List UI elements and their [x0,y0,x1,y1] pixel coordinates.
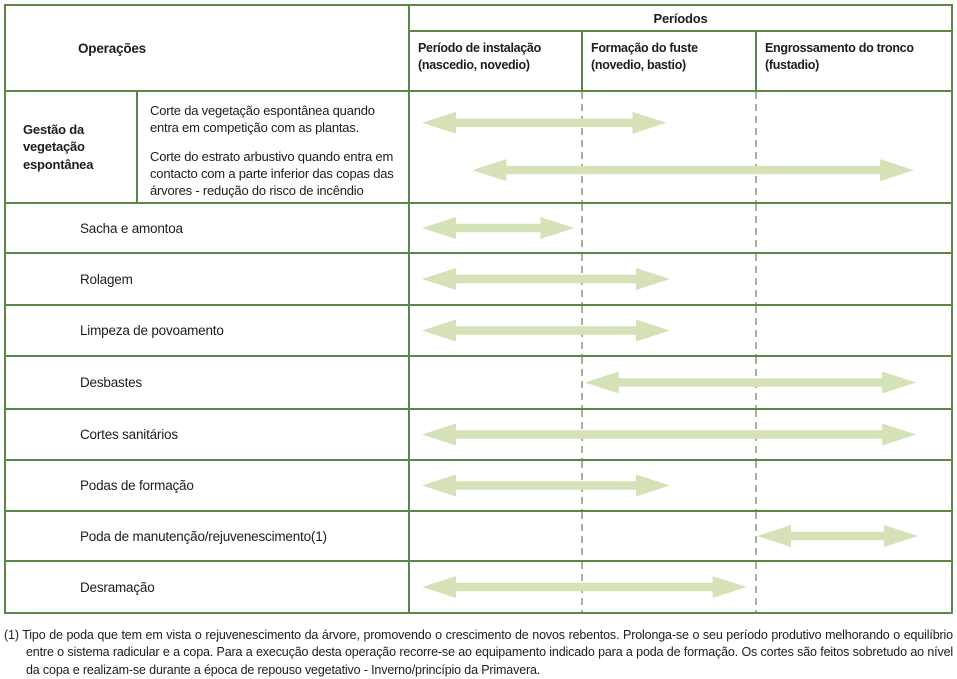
period-track [410,254,951,304]
period-track [410,306,951,355]
period-track [410,461,951,510]
period-arrow [585,372,916,394]
footnote-marker: (1) [4,628,19,642]
period-track [410,357,951,408]
row-descriptions [138,92,408,202]
period-subtitle: (novedio, bastio) [591,57,686,72]
periods-header-group [410,6,951,90]
period-arrows [410,306,951,355]
operations-header-cell [6,6,410,90]
row-label: Podas de formação [6,461,410,510]
periods-header-label: Períodos [410,6,951,32]
operations-header-label: Operações [78,40,146,56]
period-header-tronco [757,32,951,90]
period-arrow [757,525,918,547]
row-left-section [6,92,410,202]
period-arrow [422,475,670,497]
row-label: Limpeza de povoamento [6,306,410,355]
operations-periods-table [4,4,953,614]
table-row-sacha-amontoa [6,202,951,252]
table-row-poda-manutencao [6,510,951,560]
table-row-rolagem [6,252,951,304]
period-arrow [422,217,574,239]
period-arrow [422,112,666,134]
period-arrows [410,92,951,202]
footnote-text: Tipo de poda que tem em vista o rejuvenescimento da árvore, promovendo o crescimento de novos rebentos. Prolonga-se o seu período produtivo melhorando o equilíbrio entre o sistema radicular e a copa. Para a execução desta operação recorre-se ao equipamento indicado para a poda de formação. Os cortes são feitos sobretudo ao nível da copa e realizam-se durante a época de repouso vegetativo - Inverno/princípio da Primavera. [22,628,953,677]
period-arrows [410,512,951,560]
period-arrows [410,410,951,459]
period-track [410,562,951,612]
period-column-headers [410,32,951,90]
period-title: Período de instalação [418,41,541,55]
period-header-fuste [583,32,757,90]
row-label: Desramação [6,562,410,612]
table-row-podas-formacao [6,459,951,510]
row-label: Sacha e amontoa [6,204,410,252]
period-arrow [422,576,746,598]
period-arrows [410,204,951,252]
period-header-instalacao [410,32,583,90]
table-row-desramacao [6,560,951,612]
period-arrow [422,320,670,342]
row-label: Cortes sanitários [6,410,410,459]
period-subtitle: (nascedio, novedio) [418,57,530,72]
period-track [410,512,951,560]
period-track [410,410,951,459]
table-header [6,6,951,90]
period-arrow [422,424,916,446]
row-label: Poda de manutenção/rejuvenescimento(1) [6,512,410,560]
period-track [410,204,951,252]
period-arrows [410,461,951,510]
period-arrows [410,357,951,408]
period-arrow [422,268,670,290]
row-label: Desbastes [6,357,410,408]
table-row-limpeza-povoamento [6,304,951,355]
period-arrows [410,562,951,612]
period-arrows [410,254,951,304]
footnote [4,627,953,679]
period-subtitle: (fustadio) [765,57,819,72]
period-title: Engrossamento do tronco [765,41,914,55]
row-label: Rolagem [6,254,410,304]
row-group-label: Gestão da vegetação espontânea [6,92,138,202]
table-row-cortes-sanitarios [6,408,951,459]
period-arrow [472,159,914,181]
description-corte-vegetacao: Corte da vegetação espontânea quando entra em competição com as plantas. [150,103,375,135]
period-track [410,92,951,202]
table-row-gestao-vegetacao [6,90,951,202]
table-row-desbastes [6,355,951,408]
period-title: Formação do fuste [591,41,698,55]
description-corte-estrato: Corte do estrato arbustivo quando entra em contacto com a parte inferior das copas das árvores - redução do risco de incêndio [150,148,394,198]
